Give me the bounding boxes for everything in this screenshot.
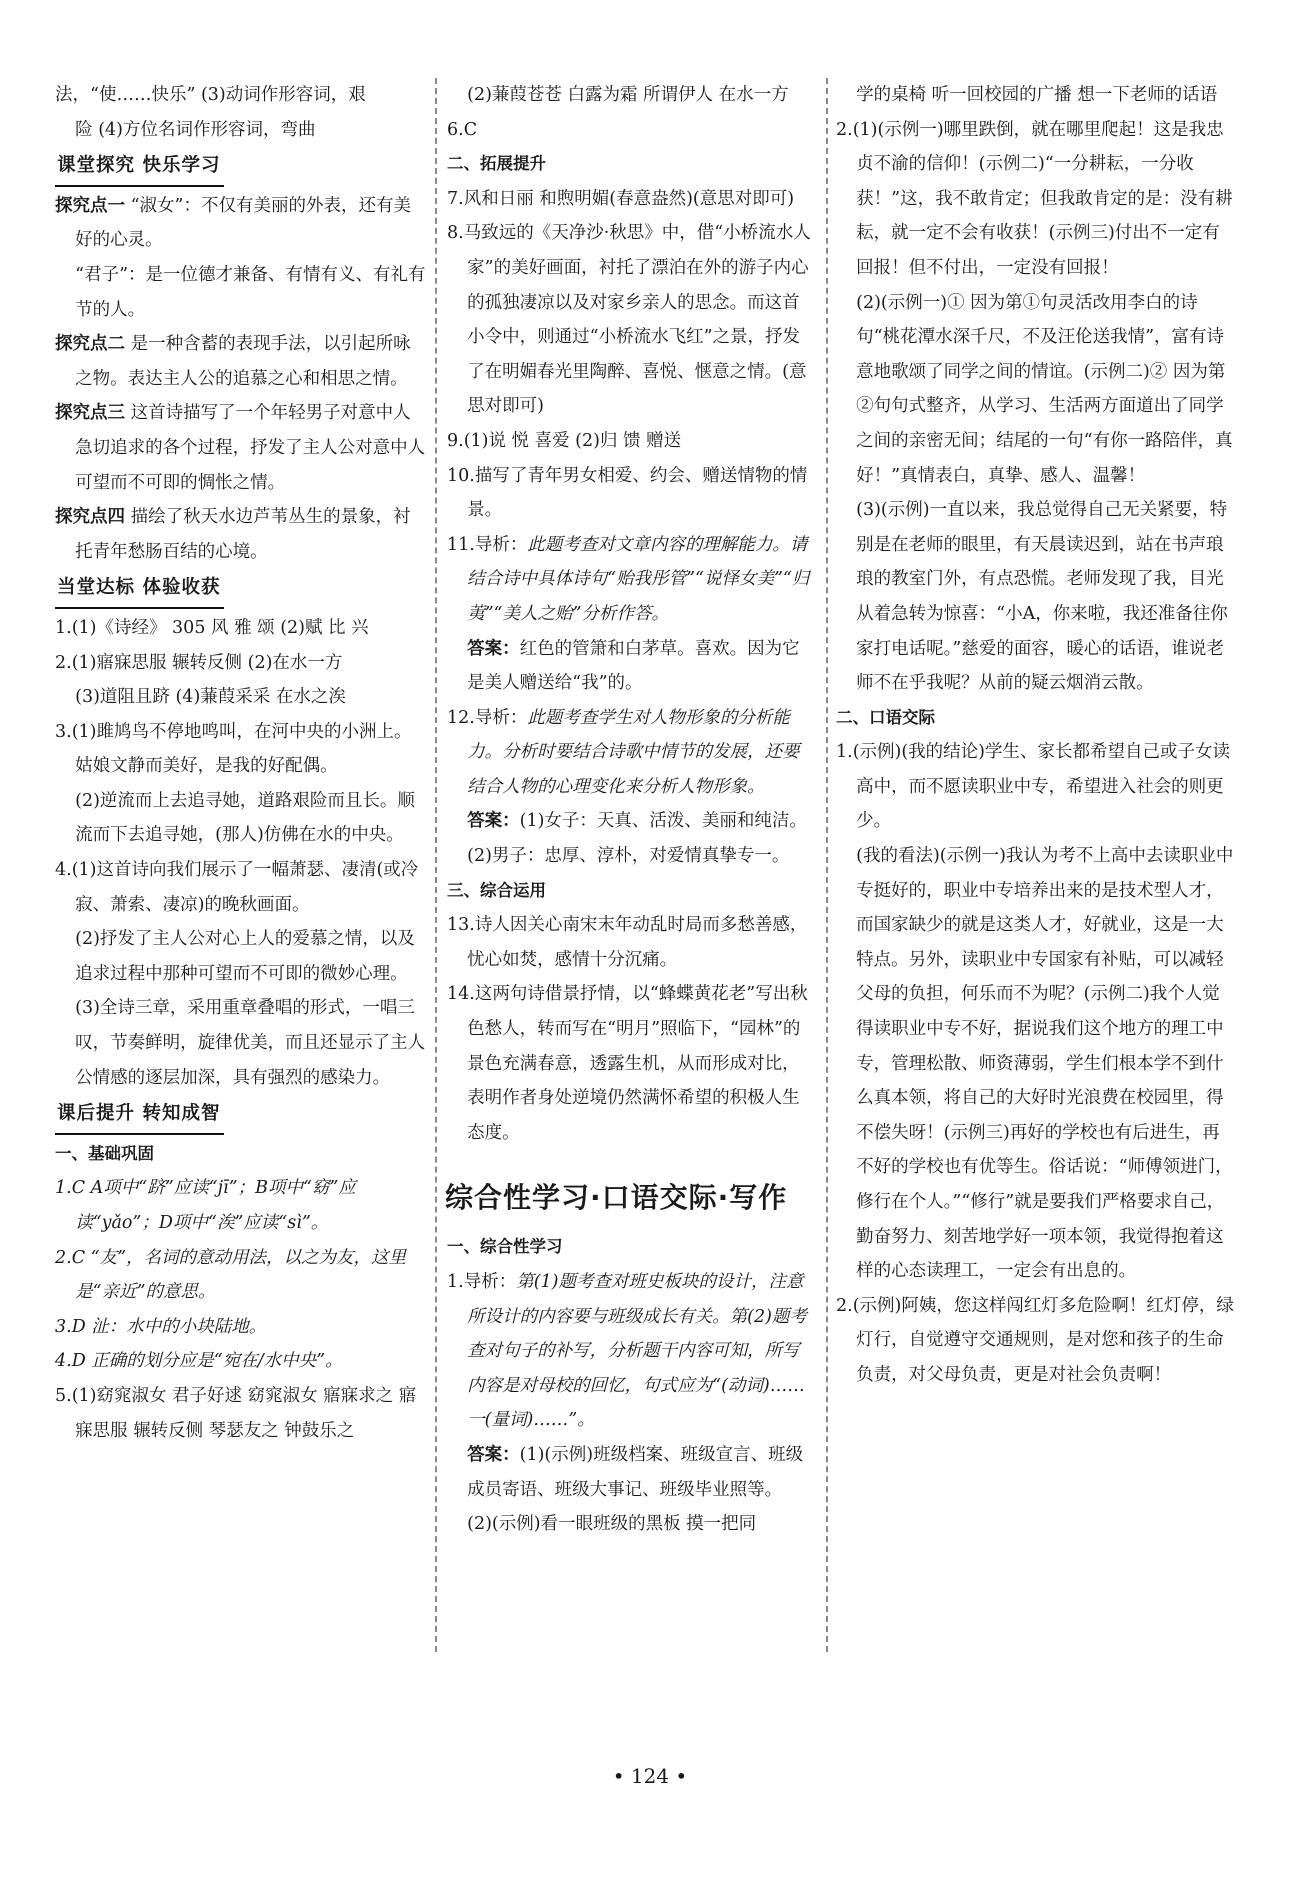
answer-item: 8.马致远的《天净沙·秋思》中，借“小桥流水人家”的美好画面，衬托了漂泊在外的游子内心的孤独凄凉以及对家乡亲人的思念。而这首小令中，则通过“小桥流水飞红”之景，抒发了在明媚春光里陶醉、喜悦、惬意之情。(意思对即可) xyxy=(447,223,811,417)
answer-item: (2)(示例一)① 因为第①句灵活改用李白的诗句“桃花潭水深千尺，不及汪伦送我情”，富有诗意地歌颂了同学之间的情谊。(示例二)② 因为第②句句式整齐，从学习、生活两方面道出了同学之间的亲密无间；结尾的一句“有你一路陪伴，真好！”真情表白，真挚、感人、温馨！ xyxy=(856,292,1233,486)
subsection-heading: 二、拓展提升 xyxy=(447,154,546,174)
answer-item: 4.D 正确的划分应是“宛在/水中央”。 xyxy=(55,1351,343,1372)
page-number: • 124 • xyxy=(612,1764,688,1788)
answer-item: 3.(1)雎鸠鸟不停地鸣叫，在河中央的小洲上。姑娘文静而美好，是我的好配偶。 xyxy=(55,721,412,777)
subsection-heading: 一、基础巩固 xyxy=(55,1143,154,1163)
answer-item: 7.风和日丽 和煦明媚(春意盎然)(意思对即可) xyxy=(447,188,795,209)
answer-item: (2)抒发了主人公对心上人的爱慕之情，以及追求过程中那种可望而不可即的微妙心理。 xyxy=(75,929,415,984)
answer-item: 2.(1)(示例一)哪里跌倒，就在哪里爬起！这是我忠贞不渝的信仰！(示例二)“一分耕耘，一分收获！”这，我不敢肯定；但我敢肯定的是：没有耕耘，就一定不会有收获！(示例三)付出不一定有回报！但不付出，一定没有回报！ xyxy=(836,119,1233,278)
column-middle xyxy=(447,78,817,1650)
answer-item: 1.(示例)(我的结论)学生、家长都希望自己或子女读高中，而不愿读职业中专，希望进入社会的则更少。 xyxy=(836,742,1231,832)
column-divider-right xyxy=(826,78,828,1652)
answer-item: 2.C “友”，名词的意动用法，以之为友，这里是“亲近”的意思。 xyxy=(55,1247,407,1303)
paragraph: “君子”：是一位德才兼备、有情有义、有礼有节的人。 xyxy=(75,264,426,320)
answer-item: (2)蒹葭苍苍 白露为霜 所谓伊人 在水一方 xyxy=(467,85,789,105)
guide-analysis: 1.导析：第(1)题考查对班史板块的设计，注意所设计的内容要与班级成长有关。第(2)题考查对句子的补写，分析题干内容可知，所写内容是对母校的回忆，句式应为“(动词)……一(量词)……”。 xyxy=(447,1272,807,1431)
answer-item: 9.(1)说 悦 喜爱 (2)归 馈 赠送 xyxy=(447,430,682,451)
answer-item: 2.(示例)阿姨，您这样闯红灯多危险啊！红灯停，绿灯行，自觉遵守交通规则，是对您和孩子的生命负责，对父母负责，更是对社会负责啊！ xyxy=(836,1295,1234,1385)
subsection-heading: 三、综合运用 xyxy=(447,880,546,900)
explore-point-4: 探究点四 描绘了秋天水边芦苇丛生的景象，衬托青年愁肠百结的心境。 xyxy=(55,507,411,562)
answer-item: (3)(示例)一直以来，我总觉得自己无关紧要，特别是在老师的眼里，有天晨读迟到，站在书声琅琅的教室门外，有点恐慌。老师发现了我，目光从着急转为惊喜：“小A，你来啦，我还准备往你家打电话呢。”慈爱的面容，暖心的话语，谁说老师不在乎我呢？从前的疑云烟消云散。 xyxy=(856,500,1228,694)
answer-item: (2)逆流而上去追寻她，道路艰险而且长。顺流而下去追寻她，(那人)仿佛在水的中央。 xyxy=(75,790,415,846)
text-line: 法，“使……快乐” (3)动词作形容词，艰 xyxy=(55,85,366,105)
answer-item: 10.描写了青年男女相爱、约会、赠送情物的情景。 xyxy=(447,465,808,521)
answer-text: 答案：(1)女子：天真、活泼、美丽和纯洁。 xyxy=(467,811,807,832)
section-banner: 课后提升 转知成智 xyxy=(55,1097,224,1135)
answer-item: 3.D 沚：水中的小块陆地。 xyxy=(55,1316,267,1337)
column-left xyxy=(55,78,427,1650)
column-divider-left xyxy=(435,78,437,1652)
section-banner: 当堂达标 体验收获 xyxy=(55,571,224,609)
explore-point-1: 探究点一 “淑女”：不仅有美丽的外表，还有美好的心灵。 xyxy=(55,195,411,251)
section-banner: 课堂探究 快乐学习 xyxy=(55,149,224,187)
subsection-heading: 二、口语交际 xyxy=(836,707,935,727)
guide-analysis: 11.导析：此题考查对文章内容的理解能力。请结合诗中具体诗句“贻我彤管”“说怿女美”“归荑”“美人之贻”分析作答。 xyxy=(447,534,810,624)
answer-item: 6.C xyxy=(447,119,478,140)
text-line: 险 (4)方位名词作形容词，弯曲 xyxy=(75,119,316,140)
answer-item: (3)全诗三章，采用重章叠唱的形式，一唱三叹，节奏鲜明，旋律优美，而且还显示了主人公情感的逐层加深，具有强烈的感染力。 xyxy=(75,998,426,1088)
answer-item: (我的看法)(示例一)我认为考不上高中去读职业中专挺好的，职业中专培养出来的是技术型人才，而国家缺少的就是这类人才，好就业，这是一大特点。另外，读职业中专国家有补贴，可以减轻父母的负担，何乐而不为呢？(示例二)我个人觉得读职业中专不好，据说我们这个地方的理工中专，管理松散、师资薄弱，学生们根本学不到什么真本领，将自己的大好时光浪费在校园里，得不偿失呀！(示例三)再好的学校也有后进生，再不好的学校也有优等生。俗话说：“师傅领进门，修行在个人。”“修行”就是要我们严格要求自己，勤奋努力、刻苦地学好一项本领，我觉得抱着这样的心态读理工，一定会有出息的。 xyxy=(856,846,1234,1282)
answer-text: 学的桌椅 听一回校园的广播 想一下老师的话语 xyxy=(856,85,1218,105)
answer-text: 答案：红色的管箫和白茅草。喜欢。因为它是美人赠送给“我”的。 xyxy=(467,638,800,694)
answer-item: (3)道阻且跻 (4)蒹葭采采 在水之涘 xyxy=(75,687,346,708)
answer-item: 2.(1)寤寐思服 辗转反侧 (2)在水一方 xyxy=(55,652,343,673)
explore-point-2: 探究点二 是一种含蓄的表现手法，以引起所咏之物。表达主人公的追慕之心和相思之情。 xyxy=(55,334,411,389)
answer-text: (2)(示例)看一眼班级的黑板 摸一把同 xyxy=(467,1514,757,1535)
guide-analysis: 12.导析：此题考查学生对人物形象的分析能力。分析时要结合诗歌中情节的发展，还要结合人物的心理变化来分析人物形象。 xyxy=(447,707,800,797)
column-right xyxy=(836,78,1236,1650)
answer-text: (2)男子：忠厚、淳朴，对爱情真挚专一。 xyxy=(467,846,790,867)
chapter-heading: 综合性学习·口语交际·写作 xyxy=(445,1181,788,1215)
explore-point-3: 探究点三 这首诗描写了一个年轻男子对意中人急切追求的各个过程，抒发了主人公对意中人可望而不可即的惆怅之情。 xyxy=(55,403,426,493)
answer-text: 答案：(1)(示例)班级档案、班级宣言、班级成员寄语、班级大事记、班级毕业照等。 xyxy=(467,1444,804,1500)
answer-item: 5.(1)窈窕淑女 君子好逑 窈窕淑女 寤寐求之 寤寐思服 辗转反侧 琴瑟友之 钟鼓乐之 xyxy=(55,1385,417,1441)
answer-item: 1.C A项中“跻”应读“jī”；B项中“窈”应读“yǎo”；D项中“涘”应读“sì”。 xyxy=(55,1178,356,1233)
answer-item: 13.诗人因关心南宋末年动乱时局而多愁善感，忧心如焚，感情十分沉痛。 xyxy=(447,915,808,970)
subsection-heading: 一、综合性学习 xyxy=(447,1237,563,1257)
answer-item: 1.(1)《诗经》 305 风 雅 颂 (2)赋 比 兴 xyxy=(55,617,369,638)
answer-item: 4.(1)这首诗向我们展示了一幅萧瑟、凄清(或冷寂、萧索、凄凉)的晚秋画面。 xyxy=(55,860,419,915)
answer-item: 14.这两句诗借景抒情，以“蜂蝶黄花老”写出秋色愁人，转而写在“明月”照临下，“园林”的景色充满春意，透露生机，从而形成对比，表明作者身处逆境仍然满怀希望的积极人生态度。 xyxy=(447,984,808,1143)
